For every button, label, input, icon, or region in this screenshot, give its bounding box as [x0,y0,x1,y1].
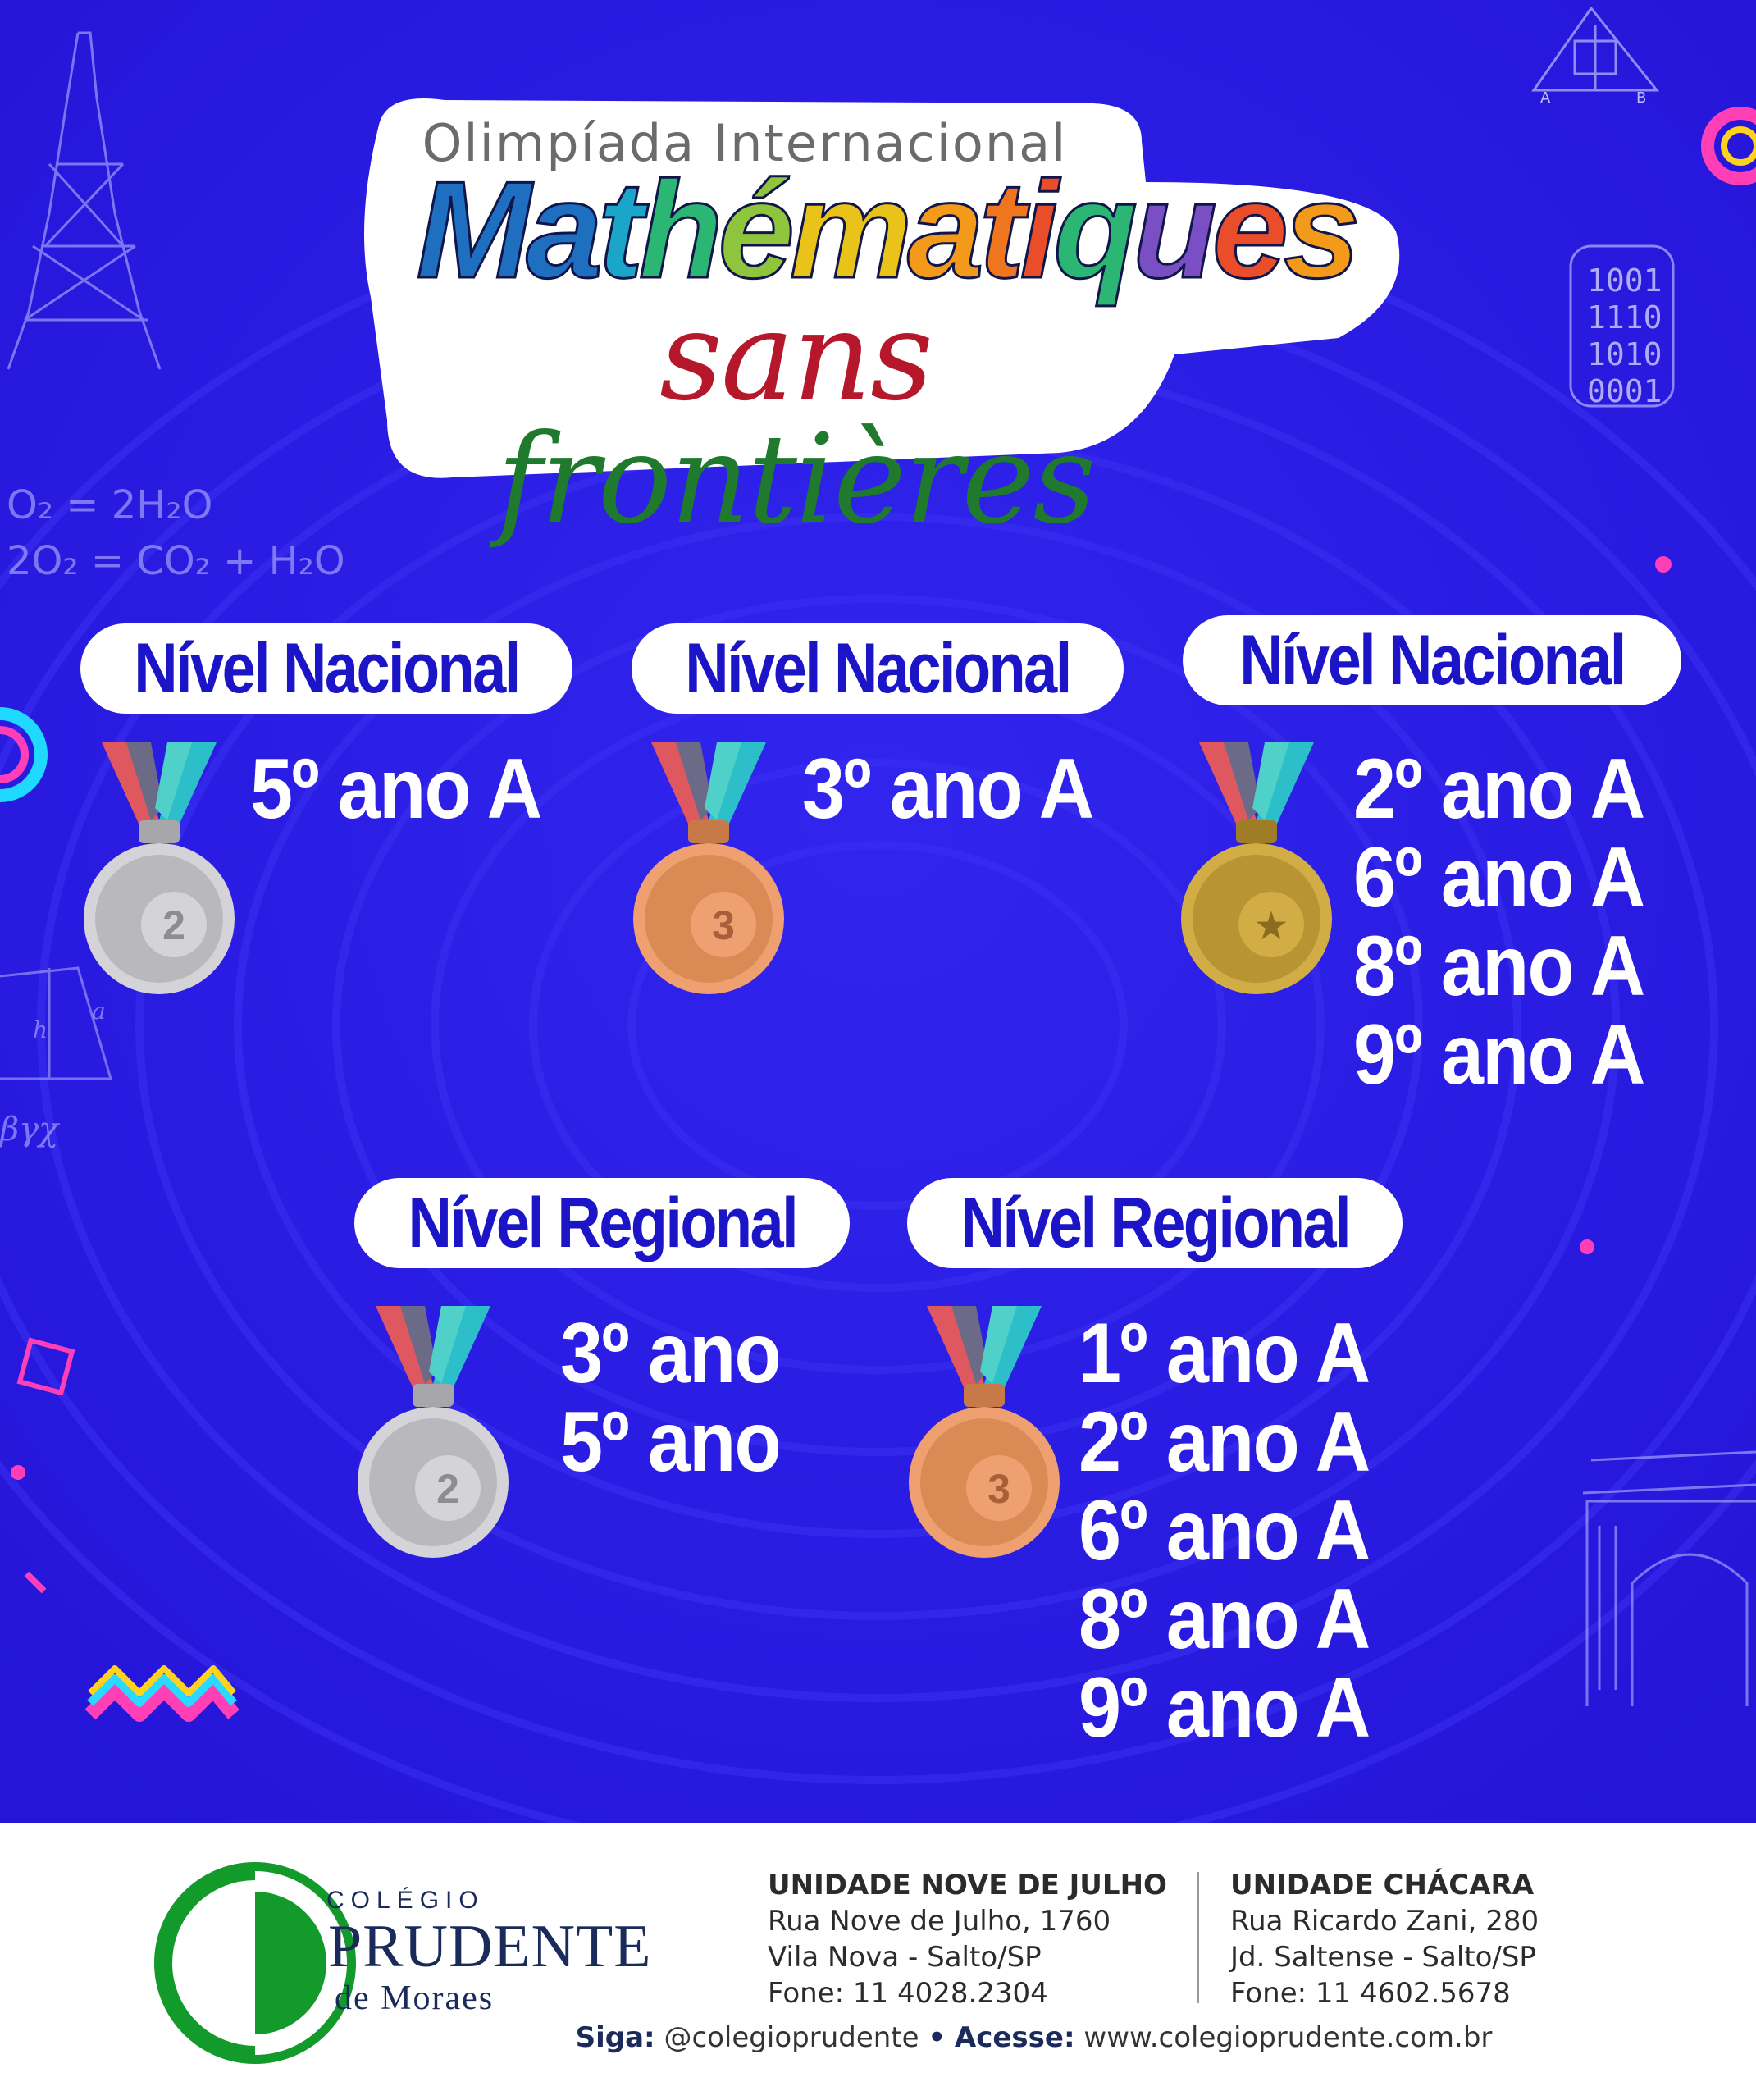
binary-line-1: 1001 [1587,262,1662,299]
bullet-separator: • [928,2021,946,2054]
title-letter: q [1053,153,1133,307]
result-item: 5º ano [560,1395,780,1490]
equation-2: 2O₂ = CO₂ + H₂O [7,538,345,584]
tri-h: h [33,1016,48,1043]
result-item: 8º ano A [1079,1572,1370,1667]
result-item: 5º ano A [250,742,541,837]
svg-text:2: 2 [436,1466,459,1512]
svg-text:3: 3 [712,902,735,948]
result-item: 1º ano A [1079,1306,1370,1401]
unit-2-address [1230,1867,1539,2011]
result-item: 9º ano A [1353,1007,1644,1102]
result-item: 9º ano A [1079,1660,1370,1755]
school-name-line1: COLÉGIO [326,1887,485,1914]
title-letter: t [597,153,639,307]
unit-2-phone: Fone: 11 4602.5678 [1230,1977,1511,2010]
title-word-frontieres: frontières [496,409,1095,551]
section-5-results [1079,1306,1402,1755]
unit-1-address [768,1867,1167,2011]
result-item: 3º ano [560,1306,780,1401]
follow-label: Siga: [575,2021,655,2054]
title-letter: é [718,153,790,307]
result-item: 2º ano A [1079,1395,1370,1490]
title-letter: i [1019,153,1054,307]
title-line1: Olimpíada Internacional [422,113,1068,173]
section-2-results [802,742,1125,837]
instagram-handle-link[interactable]: @colegioprudente [664,2021,919,2054]
result-item: 2º ano A [1353,742,1644,837]
svg-text:3: 3 [987,1466,1010,1512]
equation-1: O₂ = 2H₂O [7,482,213,528]
unit-2-street: Rua Ricardo Zani, 280 [1230,1905,1539,1938]
title-letter: h [638,153,718,307]
section-heading-4: Nível Regional [354,1178,850,1268]
social-line [0,2021,1756,2054]
unit-2-title: UNIDADE CHÁCARA [1230,1869,1535,1901]
result-item: 6º ano A [1079,1483,1370,1578]
address-divider [1197,1872,1199,2003]
title-letter: M [416,153,527,307]
binary-line-4: 0001 [1587,373,1662,409]
section-1-results [250,742,573,837]
unit-2-district: Jd. Saltense - Salto/SP [1230,1941,1536,1974]
section-3-results [1353,742,1676,1102]
website-link[interactable]: www.colegioprudente.com.br [1083,2021,1493,2054]
silver-medal-icon [77,742,241,1005]
title-letter: t [978,153,1020,307]
svg-text:2: 2 [162,902,185,948]
tri-a: a [92,998,106,1025]
unit-1-phone: Fone: 11 4028.2304 [768,1977,1048,2010]
title-letter: a [526,153,598,307]
silver-medal-icon [351,1306,515,1568]
title-word-sans: sans [659,285,932,428]
unit-1-district: Vila Nova - Salto/SP [768,1941,1042,1974]
title-line3 [385,285,1206,551]
result-item: 6º ano A [1353,830,1644,925]
title-line2 [379,153,1393,307]
tri-label-b: B [1636,89,1647,107]
bronze-medal-icon [627,742,791,1005]
school-name-line2: PRUDENTE [328,1913,652,1980]
result-item: 8º ano A [1353,919,1644,1014]
unit-1-title: UNIDADE NOVE DE JULHO [768,1869,1167,1901]
gold-medal-icon [1174,742,1339,1005]
site-label: Acesse: [954,2021,1075,2054]
school-name-line3: de Moraes [335,1979,495,2017]
title-letter: s [1284,153,1356,307]
title-letter: e [1211,153,1284,307]
binary-line-3: 1010 [1587,336,1662,372]
title-letter: m [789,153,908,307]
unit-1-street: Rua Nove de Julho, 1760 [768,1905,1111,1938]
svg-text:★: ★ [1253,903,1289,949]
section-heading-5: Nível Regional [907,1178,1403,1268]
xyz-doodle: βγχ [0,1111,59,1148]
section-heading-1: Nível Nacional [80,623,572,714]
section-heading-3: Nível Nacional [1183,615,1681,705]
binary-line-2: 1110 [1587,299,1662,336]
section-4-results [560,1306,805,1490]
title-letter: u [1133,153,1212,307]
tri-label-a: A [1540,89,1551,107]
section-heading-2: Nível Nacional [632,623,1124,714]
result-item: 3º ano A [802,742,1093,837]
bronze-medal-icon [902,1306,1066,1568]
title-letter: a [907,153,979,307]
